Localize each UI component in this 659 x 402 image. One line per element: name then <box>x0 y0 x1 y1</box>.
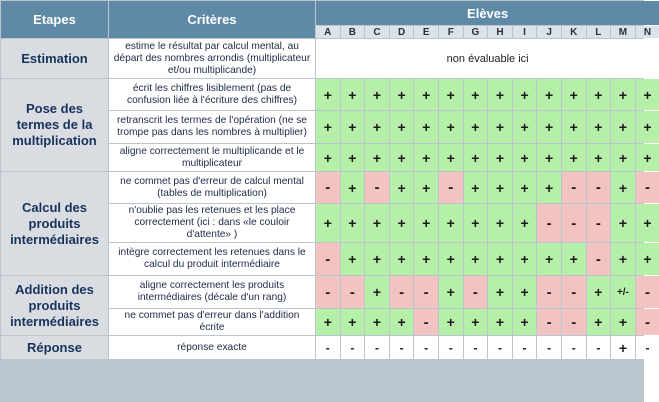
mark-cell: + <box>587 144 611 171</box>
mark-cell: + <box>636 243 659 275</box>
mark-cell: + <box>611 172 635 203</box>
stage-label: Pose des termes de la multiplication <box>1 79 108 171</box>
mark-cell: + <box>390 79 414 110</box>
mark-cell: - <box>537 276 561 308</box>
mark-cell: + <box>636 79 659 110</box>
mark-cell: + <box>414 79 438 110</box>
mark-cell: + <box>464 111 488 143</box>
mark-cell: - <box>414 276 438 308</box>
student-header-d: D <box>390 26 414 38</box>
mark-cell: - <box>488 336 512 359</box>
mark-cell: - <box>562 336 586 359</box>
mark-cell: - <box>316 336 340 359</box>
header-etapes: Etapes <box>1 1 108 38</box>
mark-cell: + <box>390 204 414 242</box>
student-header-l: L <box>587 26 611 38</box>
mark-cell: + <box>414 204 438 242</box>
mark-cell: + <box>316 309 340 335</box>
mark-cell: - <box>390 336 414 359</box>
student-header-c: C <box>365 26 389 38</box>
mark-cell: - <box>316 243 340 275</box>
stage-label: Calcul des produits intermédiaires <box>1 172 108 275</box>
mark-cell: + <box>414 111 438 143</box>
mark-cell: + <box>365 204 389 242</box>
mark-cell: + <box>513 243 537 275</box>
mark-cell: + <box>537 79 561 110</box>
mark-cell: + <box>414 243 438 275</box>
mark-cell: - <box>414 309 438 335</box>
mark-cell: - <box>316 172 340 203</box>
mark-cell: + <box>316 79 340 110</box>
mark-cell: + <box>390 144 414 171</box>
student-header-a: A <box>316 26 340 38</box>
mark-cell: + <box>488 204 512 242</box>
student-header-j: J <box>537 26 561 38</box>
mark-cell: + <box>488 111 512 143</box>
mark-cell: + <box>611 204 635 242</box>
mark-cell: - <box>365 172 389 203</box>
mark-cell: - <box>587 204 611 242</box>
mark-cell: - <box>537 204 561 242</box>
mark-cell: - <box>316 276 340 308</box>
mark-cell: - <box>439 336 463 359</box>
mark-cell: + <box>365 144 389 171</box>
mark-cell: + <box>611 79 635 110</box>
stage-label: Estimation <box>1 39 108 78</box>
mark-cell: + <box>341 111 365 143</box>
mark-cell: + <box>488 144 512 171</box>
mark-cell: + <box>513 309 537 335</box>
mark-cell: + <box>365 79 389 110</box>
mark-cell: + <box>439 309 463 335</box>
mark-cell: + <box>611 111 635 143</box>
mark-cell: + <box>513 111 537 143</box>
mark-cell: + <box>316 204 340 242</box>
student-header-i: I <box>513 26 537 38</box>
mark-cell: + <box>464 79 488 110</box>
student-header-g: G <box>464 26 488 38</box>
mark-cell: + <box>439 276 463 308</box>
student-header-h: H <box>488 26 512 38</box>
mark-cell: - <box>636 276 659 308</box>
criterion-text: aligne correctement le multiplicande et le multiplicateur <box>109 144 315 171</box>
mark-cell: + <box>513 79 537 110</box>
criterion-text: estime le résultat par calcul mental, au départ des nombres arrondis (multiplicateur et/ou multiplicande) <box>109 39 315 78</box>
criterion-text: intègre correctement les retenues dans le calcul du produit intermédiaire <box>109 243 315 275</box>
criterion-text: n'oublie pas les retenues et les place correctement (ici : dans «le couloir d'attente» ) <box>109 204 315 242</box>
mark-cell: + <box>464 144 488 171</box>
mark-cell: + <box>414 172 438 203</box>
mark-cell: + <box>365 309 389 335</box>
mark-cell: + <box>390 111 414 143</box>
criterion-text: réponse exacte <box>109 336 315 359</box>
mark-cell: + <box>365 243 389 275</box>
mark-cell: - <box>636 309 659 335</box>
mark-cell: + <box>488 172 512 203</box>
mark-cell: + <box>488 309 512 335</box>
mark-cell: + <box>341 309 365 335</box>
mark-cell: + <box>636 111 659 143</box>
mark-cell: + <box>513 172 537 203</box>
mark-cell: + <box>341 172 365 203</box>
mark-cell: + <box>636 204 659 242</box>
mark-cell: - <box>537 336 561 359</box>
mark-cell: + <box>611 309 635 335</box>
student-header-m: M <box>611 26 635 38</box>
non-evaluable-note: non évaluable ici <box>316 39 659 78</box>
criterion-text: retranscrit les termes de l'opération (ne se trompe pas dans les nombres à multiplier) <box>109 111 315 143</box>
mark-cell: + <box>562 243 586 275</box>
mark-cell: + <box>439 243 463 275</box>
mark-cell: - <box>636 336 659 359</box>
mark-cell: + <box>513 144 537 171</box>
mark-cell: + <box>365 276 389 308</box>
student-header-k: K <box>562 26 586 38</box>
mark-cell: + <box>488 243 512 275</box>
mark-cell: - <box>587 172 611 203</box>
mark-cell: - <box>587 243 611 275</box>
mark-cell: + <box>316 144 340 171</box>
mark-cell: - <box>439 172 463 203</box>
mark-cell: + <box>562 111 586 143</box>
mark-cell: - <box>537 309 561 335</box>
criterion-text: ne commet pas d'erreur de calcul mental (tables de multiplication) <box>109 172 315 203</box>
criterion-text: ne commet pas d'erreur dans l'addition écrite <box>109 309 315 335</box>
student-header-n: N <box>636 26 659 38</box>
mark-cell: + <box>464 172 488 203</box>
mark-cell: - <box>562 276 586 308</box>
mark-cell: + <box>390 172 414 203</box>
mark-cell: - <box>464 276 488 308</box>
mark-cell: + <box>636 144 659 171</box>
mark-cell: + <box>464 309 488 335</box>
mark-cell: + <box>464 243 488 275</box>
mark-cell: - <box>562 204 586 242</box>
mark-cell: - <box>587 336 611 359</box>
mark-cell: + <box>587 111 611 143</box>
mark-cell: + <box>365 111 389 143</box>
mark-cell: + <box>488 276 512 308</box>
stage-label: Addition des produits intermédiaires <box>1 276 108 335</box>
mark-cell: + <box>611 336 635 359</box>
mark-cell: + <box>537 144 561 171</box>
mark-cell: - <box>365 336 389 359</box>
mark-cell: - <box>513 336 537 359</box>
mark-cell: + <box>414 144 438 171</box>
mark-cell: - <box>562 309 586 335</box>
mark-cell: + <box>390 243 414 275</box>
mark-cell: - <box>341 276 365 308</box>
mark-cell: + <box>341 204 365 242</box>
mark-cell: + <box>341 144 365 171</box>
mark-cell: + <box>562 144 586 171</box>
mark-cell: + <box>464 204 488 242</box>
mark-cell: + <box>316 111 340 143</box>
student-header-f: F <box>439 26 463 38</box>
mark-cell: + <box>390 309 414 335</box>
mark-cell: + <box>537 172 561 203</box>
mark-cell: - <box>414 336 438 359</box>
criterion-text: écrit les chiffres lisiblement (pas de confusion liée à l'écriture des chiffres) <box>109 79 315 110</box>
mark-cell: + <box>513 204 537 242</box>
criterion-text: aligne correctement les produits intermédiaires (décale d'un rang) <box>109 276 315 308</box>
mark-cell: + <box>341 79 365 110</box>
mark-cell: + <box>513 276 537 308</box>
mark-cell: + <box>587 276 611 308</box>
student-header-b: B <box>341 26 365 38</box>
student-header-e: E <box>414 26 438 38</box>
mark-cell: + <box>562 79 586 110</box>
mark-cell: + <box>537 111 561 143</box>
mark-cell: + <box>587 79 611 110</box>
mark-cell: + <box>537 243 561 275</box>
mark-cell: + <box>439 204 463 242</box>
mark-cell: + <box>439 79 463 110</box>
mark-cell: - <box>464 336 488 359</box>
mark-cell: + <box>611 243 635 275</box>
mark-cell: + <box>587 309 611 335</box>
mark-cell: + <box>611 144 635 171</box>
mark-cell: - <box>341 336 365 359</box>
header-criteres: Critères <box>109 1 315 38</box>
header-eleves: Elèves <box>316 1 659 25</box>
stage-label: Réponse <box>1 336 108 359</box>
mark-cell: +/- <box>611 276 635 308</box>
mark-cell: - <box>636 172 659 203</box>
mark-cell: + <box>488 79 512 110</box>
mark-cell: + <box>341 243 365 275</box>
mark-cell: + <box>439 144 463 171</box>
mark-cell: - <box>390 276 414 308</box>
mark-cell: + <box>439 111 463 143</box>
mark-cell: - <box>562 172 586 203</box>
